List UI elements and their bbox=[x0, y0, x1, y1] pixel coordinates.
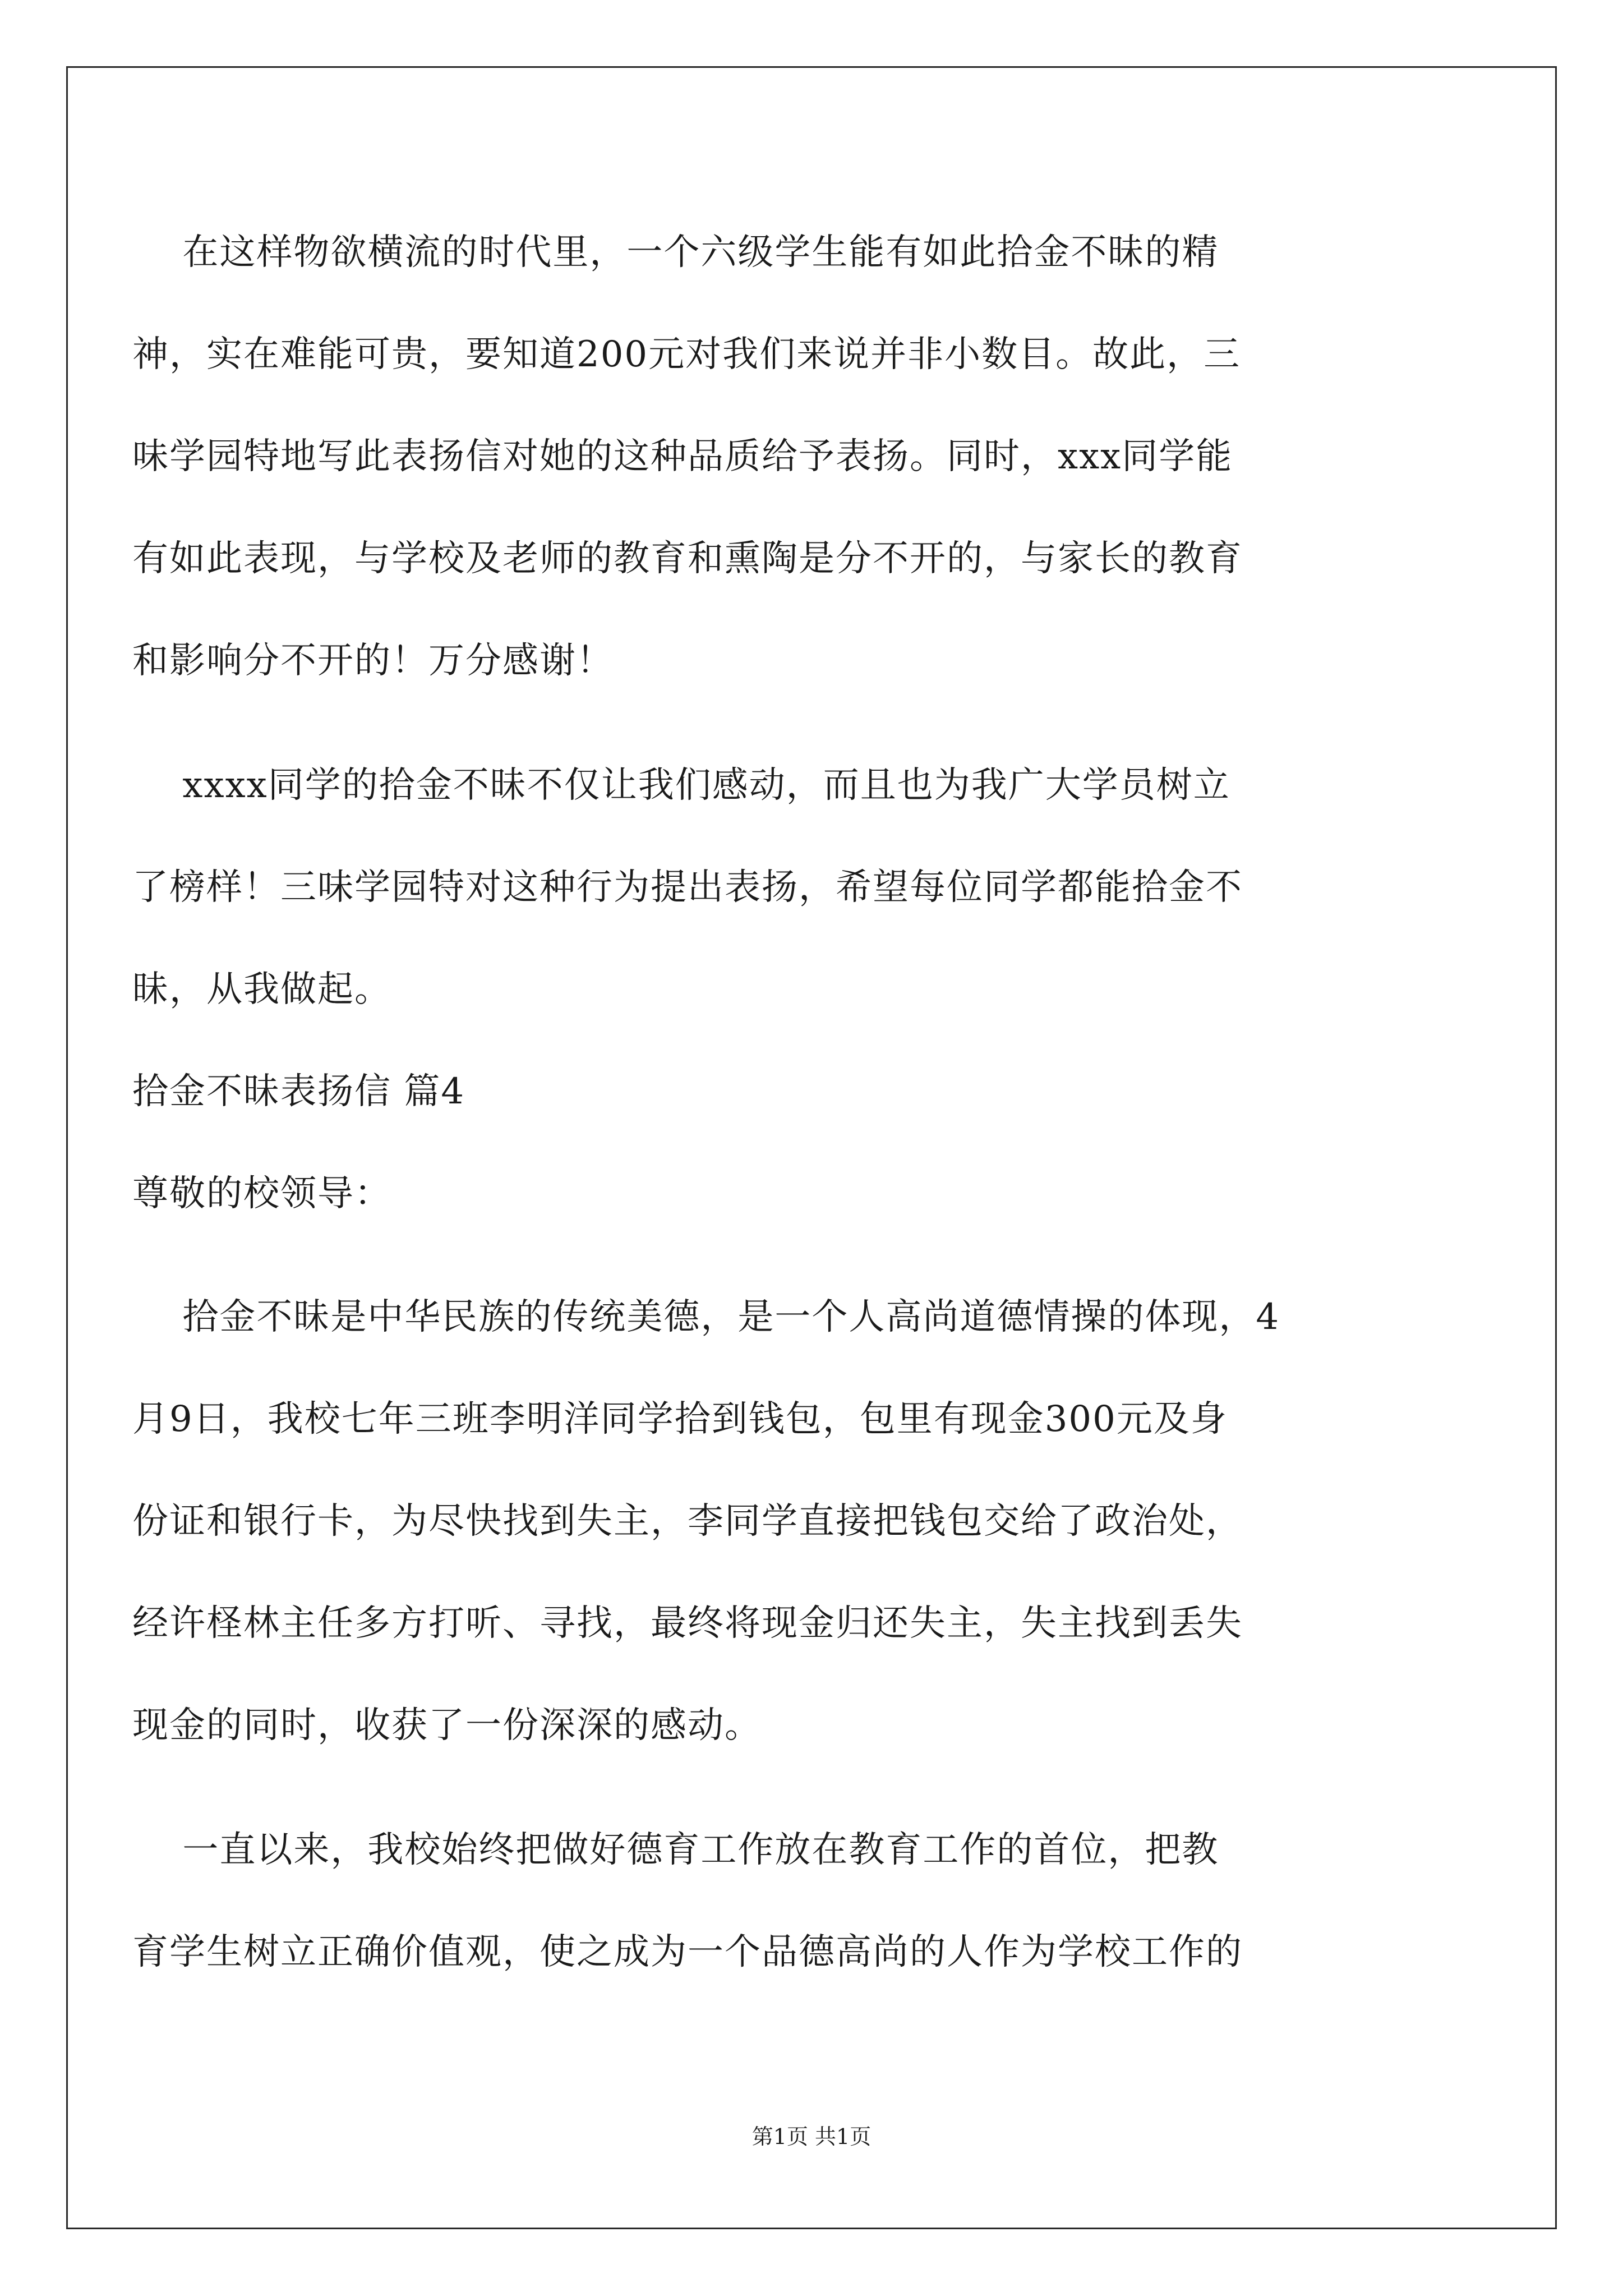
text-line: 现金的同时，收获了一份深深的感动。 bbox=[132, 1705, 762, 1746]
text-line: 和影响分不开的！万分感谢！ bbox=[132, 640, 614, 682]
section-heading: 拾金不昧表扬信 篇4 bbox=[132, 1071, 465, 1112]
salutation: 尊敬的校领导： bbox=[132, 1173, 391, 1214]
text-line: 拾金不昧是中华民族的传统美德，是一个人高尚道德情操的体现，4 bbox=[132, 1296, 1280, 1338]
text-line: 昧，从我做起。 bbox=[132, 969, 391, 1010]
text-line: 育学生树立正确价值观，使之成为一个品德高尚的人作为学校工作的 bbox=[132, 1931, 1243, 1973]
text-line: 味学园特地写此表扬信对她的这种品质给予表扬。同时，xxx同学能 bbox=[132, 436, 1233, 477]
text-line: 一直以来，我校始终把做好德育工作放在教育工作的首位，把教 bbox=[132, 1829, 1219, 1871]
text-line: 份证和银行卡，为尽快找到失主，李同学直接把钱包交给了政治处， bbox=[132, 1501, 1243, 1542]
page-border bbox=[66, 66, 1557, 2229]
text-line: 神，实在难能可贵，要知道200元对我们来说并非小数目。故此，三 bbox=[132, 334, 1241, 375]
page-footer: 第1页 共1页 bbox=[751, 2124, 872, 2149]
text-line: 在这样物欲横流的时代里，一个六级学生能有如此拾金不昧的精 bbox=[132, 232, 1219, 273]
text-line: 有如此表现，与学校及老师的教育和熏陶是分不开的，与家长的教育 bbox=[132, 538, 1243, 579]
text-line: 经许柽林主任多方打听、寻找，最终将现金归还失主，失主找到丢失 bbox=[132, 1603, 1243, 1644]
text-line: xxxx同学的拾金不昧不仅让我们感动，而且也为我广大学员树立 bbox=[132, 765, 1230, 806]
text-line: 了榜样！三味学园特对这种行为提出表扬，希望每位同学都能拾金不 bbox=[132, 867, 1243, 908]
text-line: 月9日，我校七年三班李明洋同学拾到钱包，包里有现金300元及身 bbox=[132, 1398, 1228, 1440]
